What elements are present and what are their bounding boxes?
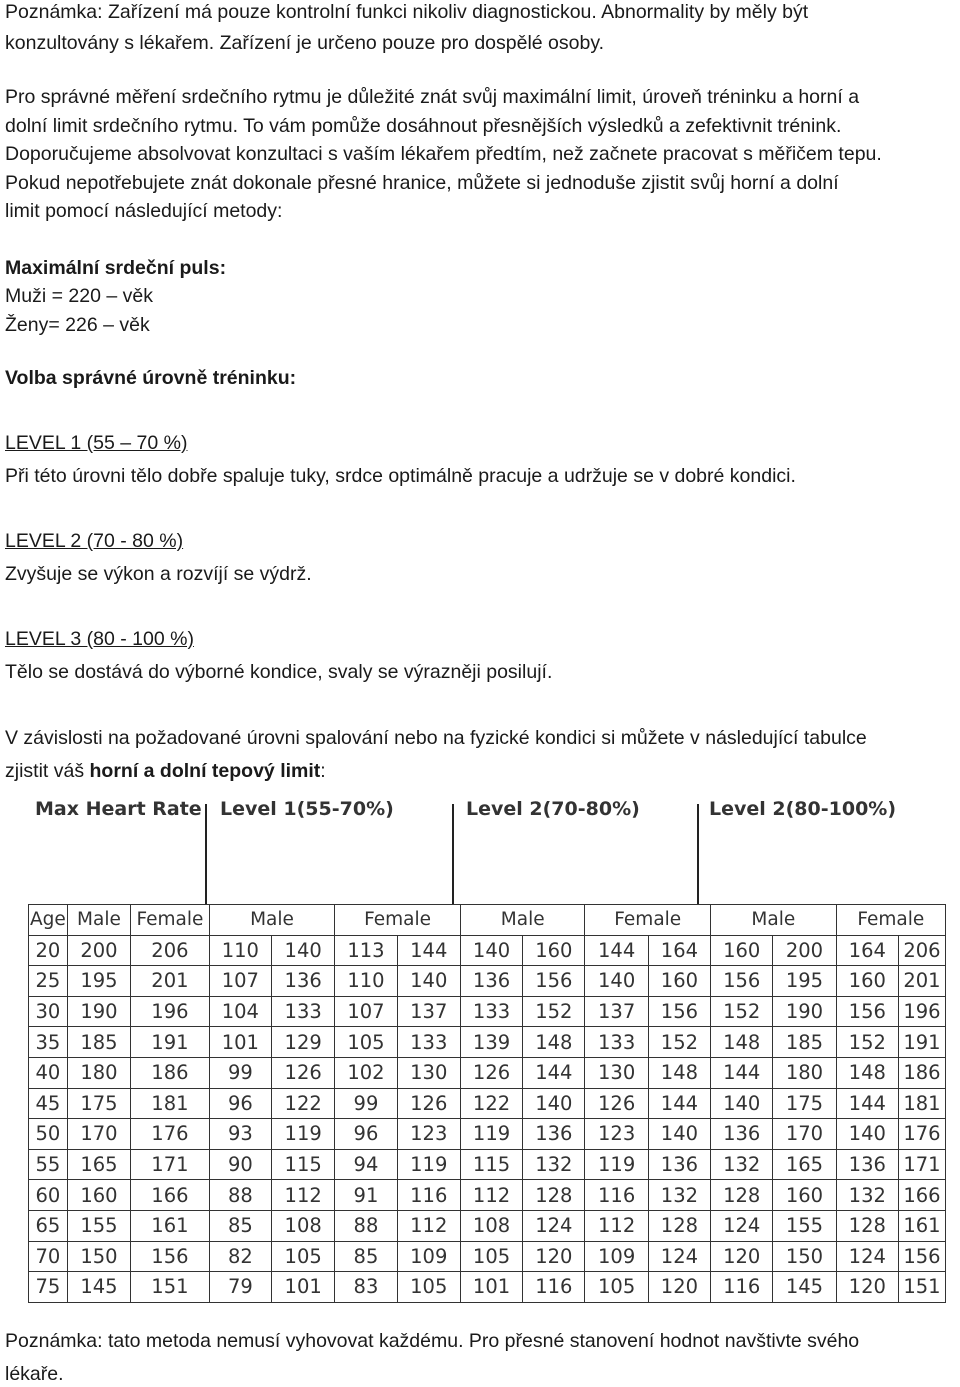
heart-rate-cell: 176 [131, 1119, 210, 1150]
heart-rate-cell: 132 [711, 1149, 773, 1180]
table-header-row [29, 905, 946, 936]
intro-line-5: limit pomocí následující metody: [5, 200, 283, 222]
heart-rate-cell: 144 [523, 1057, 585, 1088]
heart-rate-cell: 133 [272, 996, 335, 1027]
heart-rate-cell: 128 [711, 1180, 773, 1211]
heart-rate-cell: 101 [460, 1272, 522, 1303]
max-women-formula: Ženy= 226 – věk [5, 314, 150, 336]
heart-rate-cell: 201 [898, 966, 945, 997]
heart-rate-cell: 166 [131, 1180, 210, 1211]
heart-rate-cell: 126 [460, 1057, 522, 1088]
heart-rate-cell: 144 [836, 1088, 898, 1119]
heart-rate-cell: 123 [397, 1119, 460, 1150]
table-intro-pre: zjistit váš [5, 760, 90, 782]
table-row [29, 1272, 946, 1303]
heart-rate-cell: 94 [335, 1149, 397, 1180]
heart-rate-cell: 105 [585, 1272, 648, 1303]
level-1-title: LEVEL 1 (55 – 70 %) [5, 432, 188, 454]
heart-rate-cell: 133 [397, 1027, 460, 1058]
heart-rate-cell: 140 [711, 1088, 773, 1119]
heart-rate-cell: 105 [460, 1241, 522, 1272]
heart-rate-cell: 206 [131, 935, 210, 966]
level-3-title: LEVEL 3 (80 - 100 %) [5, 628, 194, 650]
heart-rate-cell: 170 [67, 1119, 130, 1150]
heart-rate-cell: 119 [585, 1149, 648, 1180]
heart-rate-cell: 139 [460, 1027, 522, 1058]
table-row [29, 1057, 946, 1088]
heart-rate-cell: 120 [711, 1241, 773, 1272]
heart-rate-cell: 124 [711, 1210, 773, 1241]
heart-rate-cell: 112 [460, 1180, 522, 1211]
heart-rate-cell: 140 [836, 1119, 898, 1150]
note-top-line-1: Poznámka: Zařízení má pouze kontrolní funkci nikoliv diagnostickou. Abnormality by měly být [5, 1, 809, 23]
heart-rate-cell: 165 [67, 1149, 130, 1180]
col-level3-female: Female [836, 905, 945, 936]
heart-rate-cell: 83 [335, 1272, 397, 1303]
heart-rate-cell: 137 [397, 996, 460, 1027]
heart-rate-cell: 112 [272, 1180, 335, 1211]
heart-rate-cell: 191 [898, 1027, 945, 1058]
header-level-1: Level 1(55-70%) [220, 798, 394, 820]
heart-rate-cell: 152 [648, 1027, 710, 1058]
heart-rate-cell: 128 [648, 1210, 710, 1241]
header-max-heart-rate: Max Heart Rate [35, 798, 202, 820]
heart-rate-cell: 137 [585, 996, 648, 1027]
col-level3-male: Male [711, 905, 837, 936]
heart-rate-cell: 160 [648, 966, 710, 997]
age-cell: 40 [29, 1057, 68, 1088]
heart-rate-cell: 126 [272, 1057, 335, 1088]
header-divider [452, 804, 454, 904]
heart-rate-cell: 206 [898, 935, 945, 966]
heart-rate-cell: 181 [898, 1088, 945, 1119]
heart-rate-cell: 201 [131, 966, 210, 997]
heart-rate-cell: 140 [523, 1088, 585, 1119]
heart-rate-cell: 136 [648, 1149, 710, 1180]
header-level-2: Level 2(70-80%) [466, 798, 640, 820]
col-level1-female: Female [335, 905, 461, 936]
heart-rate-cell: 124 [648, 1241, 710, 1272]
heart-rate-cell: 190 [67, 996, 130, 1027]
heart-rate-cell: 160 [773, 1180, 836, 1211]
heart-rate-cell: 191 [131, 1027, 210, 1058]
age-cell: 50 [29, 1119, 68, 1150]
heart-rate-cell: 122 [272, 1088, 335, 1119]
heart-rate-cell: 112 [585, 1210, 648, 1241]
heart-rate-cell: 105 [397, 1272, 460, 1303]
heart-rate-cell: 165 [773, 1149, 836, 1180]
table-row [29, 1149, 946, 1180]
heart-rate-cell: 148 [523, 1027, 585, 1058]
heart-rate-cell: 144 [585, 935, 648, 966]
heart-rate-cell: 160 [711, 935, 773, 966]
heart-rate-cell: 107 [335, 996, 397, 1027]
heart-rate-cell: 101 [272, 1272, 335, 1303]
training-level-heading: Volba správné úrovně tréninku: [5, 367, 297, 389]
heart-rate-cell: 85 [335, 1241, 397, 1272]
table-row [29, 996, 946, 1027]
intro-line-4: Pokud nepotřebujete znát dokonale přesné hranice, můžete si jednoduše zjistit svůj horní a dolní [5, 172, 839, 194]
heart-rate-cell: 136 [272, 966, 335, 997]
heart-rate-cell: 110 [209, 935, 271, 966]
note-top-line-2: konzultovány s lékařem. Zařízení je určeno pouze pro dospělé osoby. [5, 32, 605, 54]
table-row [29, 1119, 946, 1150]
table-body [29, 935, 946, 1302]
heart-rate-cell: 88 [335, 1210, 397, 1241]
heart-rate-cell: 156 [898, 1241, 945, 1272]
heart-rate-cell: 148 [648, 1057, 710, 1088]
heart-rate-cell: 148 [711, 1027, 773, 1058]
note-bottom-line-1: Poznámka: tato metoda nemusí vyhovovat každému. Pro přesné stanovení hodnot navštivte svého [5, 1330, 860, 1352]
heart-rate-table [28, 904, 946, 1303]
heart-rate-cell: 101 [209, 1027, 271, 1058]
heart-rate-cell: 136 [711, 1119, 773, 1150]
heart-rate-cell: 99 [209, 1057, 271, 1088]
heart-rate-cell: 145 [773, 1272, 836, 1303]
level-1-description: Při této úrovni tělo dobře spaluje tuky, srdce optimálně pracuje a udržuje se v dobré kondici. [5, 465, 796, 487]
heart-rate-cell: 79 [209, 1272, 271, 1303]
col-level2-female: Female [585, 905, 711, 936]
heart-rate-cell: 108 [272, 1210, 335, 1241]
level-2-description: Zvyšuje se výkon a rozvíjí se výdrž. [5, 563, 312, 585]
heart-rate-cell: 144 [397, 935, 460, 966]
heart-rate-cell: 156 [836, 996, 898, 1027]
heart-rate-cell: 109 [397, 1241, 460, 1272]
heart-rate-cell: 132 [523, 1149, 585, 1180]
heart-rate-cell: 200 [773, 935, 836, 966]
heart-rate-cell: 93 [209, 1119, 271, 1150]
heart-rate-cell: 109 [585, 1241, 648, 1272]
heart-rate-cell: 132 [836, 1180, 898, 1211]
heart-rate-cell: 116 [585, 1180, 648, 1211]
heart-rate-cell: 96 [335, 1119, 397, 1150]
heart-rate-cell: 133 [460, 996, 522, 1027]
heart-rate-cell: 105 [335, 1027, 397, 1058]
heart-rate-cell: 156 [131, 1241, 210, 1272]
heart-rate-cell: 120 [648, 1272, 710, 1303]
heart-rate-cell: 113 [335, 935, 397, 966]
heart-rate-cell: 126 [585, 1088, 648, 1119]
max-men-formula: Muži = 220 – věk [5, 285, 153, 307]
heart-rate-cell: 160 [836, 966, 898, 997]
heart-rate-cell: 110 [335, 966, 397, 997]
heart-rate-cell: 155 [773, 1210, 836, 1241]
heart-rate-cell: 156 [711, 966, 773, 997]
heart-rate-cell: 195 [773, 966, 836, 997]
age-cell: 75 [29, 1272, 68, 1303]
heart-rate-cell: 120 [523, 1241, 585, 1272]
heart-rate-cell: 119 [272, 1119, 335, 1150]
heart-rate-cell: 105 [272, 1241, 335, 1272]
heart-rate-cell: 160 [523, 935, 585, 966]
table-intro-post: : [320, 760, 326, 782]
table-row [29, 1210, 946, 1241]
heart-rate-cell: 161 [898, 1210, 945, 1241]
heart-rate-cell: 91 [335, 1180, 397, 1211]
heart-rate-cell: 145 [67, 1272, 130, 1303]
heart-rate-cell: 175 [773, 1088, 836, 1119]
heart-rate-cell: 144 [648, 1088, 710, 1119]
heart-rate-cell: 196 [131, 996, 210, 1027]
heart-rate-cell: 108 [460, 1210, 522, 1241]
heart-rate-cell: 119 [460, 1119, 522, 1150]
heart-rate-cell: 82 [209, 1241, 271, 1272]
heart-rate-cell: 186 [131, 1057, 210, 1088]
intro-line-3: Doporučujeme absolvovat konzultaci s vaším lékařem předtím, než začnete pracovat s měřičem tepu. [5, 143, 882, 165]
note-bottom-line-2: lékaře. [5, 1363, 64, 1385]
col-max-female: Female [131, 905, 210, 936]
table-row [29, 1241, 946, 1272]
table-intro-line-2 [5, 758, 326, 784]
heart-rate-cell: 122 [460, 1088, 522, 1119]
heart-rate-cell: 170 [773, 1119, 836, 1150]
heart-rate-table-figure [28, 796, 946, 1310]
age-cell: 55 [29, 1149, 68, 1180]
heart-rate-cell: 175 [67, 1088, 130, 1119]
heart-rate-cell: 140 [460, 935, 522, 966]
max-heart-rate-heading: Maximální srdeční puls: [5, 257, 227, 279]
table-row [29, 1088, 946, 1119]
heart-rate-cell: 195 [67, 966, 130, 997]
heart-rate-cell: 152 [836, 1027, 898, 1058]
age-cell: 70 [29, 1241, 68, 1272]
table-intro-emphasis: horní a dolní tepový limit [89, 760, 321, 782]
heart-rate-cell: 180 [773, 1057, 836, 1088]
table-intro-line-1: V závislosti na požadované úrovni spalování nebo na fyzické kondici si můžete v následující tabulce [5, 727, 867, 749]
table-row [29, 966, 946, 997]
heart-rate-cell: 150 [67, 1241, 130, 1272]
heart-rate-cell: 140 [397, 966, 460, 997]
heart-rate-cell: 171 [898, 1149, 945, 1180]
heart-rate-cell: 200 [67, 935, 130, 966]
age-cell: 35 [29, 1027, 68, 1058]
col-level1-male: Male [209, 905, 335, 936]
heart-rate-cell: 155 [67, 1210, 130, 1241]
heart-rate-cell: 136 [460, 966, 522, 997]
heart-rate-cell: 160 [67, 1180, 130, 1211]
heart-rate-cell: 112 [397, 1210, 460, 1241]
heart-rate-cell: 85 [209, 1210, 271, 1241]
header-divider [205, 804, 207, 904]
heart-rate-cell: 196 [898, 996, 945, 1027]
heart-rate-cell: 116 [523, 1272, 585, 1303]
table-row [29, 1027, 946, 1058]
heart-rate-cell: 152 [523, 996, 585, 1027]
heart-rate-cell: 171 [131, 1149, 210, 1180]
heart-rate-cell: 129 [272, 1027, 335, 1058]
heart-rate-cell: 102 [335, 1057, 397, 1088]
heart-rate-cell: 132 [648, 1180, 710, 1211]
heart-rate-cell: 190 [773, 996, 836, 1027]
heart-rate-cell: 107 [209, 966, 271, 997]
heart-rate-cell: 88 [209, 1180, 271, 1211]
col-max-male: Male [67, 905, 130, 936]
heart-rate-cell: 161 [131, 1210, 210, 1241]
heart-rate-cell: 166 [898, 1180, 945, 1211]
heart-rate-cell: 186 [898, 1057, 945, 1088]
col-level2-male: Male [460, 905, 585, 936]
age-cell: 65 [29, 1210, 68, 1241]
heart-rate-cell: 126 [397, 1088, 460, 1119]
col-age: Age [29, 905, 68, 936]
heart-rate-cell: 124 [836, 1241, 898, 1272]
level-2-title: LEVEL 2 (70 - 80 %) [5, 530, 184, 552]
heart-rate-cell: 128 [836, 1210, 898, 1241]
heart-rate-cell: 116 [711, 1272, 773, 1303]
age-cell: 60 [29, 1180, 68, 1211]
age-cell: 45 [29, 1088, 68, 1119]
heart-rate-cell: 148 [836, 1057, 898, 1088]
heart-rate-cell: 130 [585, 1057, 648, 1088]
heart-rate-cell: 140 [272, 935, 335, 966]
heart-rate-cell: 99 [335, 1088, 397, 1119]
age-cell: 30 [29, 996, 68, 1027]
table-row [29, 935, 946, 966]
heart-rate-cell: 130 [397, 1057, 460, 1088]
heart-rate-cell: 144 [711, 1057, 773, 1088]
heart-rate-cell: 128 [523, 1180, 585, 1211]
heart-rate-cell: 185 [67, 1027, 130, 1058]
level-3-description: Tělo se dostává do výborné kondice, svaly se výrazněji posilují. [5, 661, 553, 683]
heart-rate-cell: 90 [209, 1149, 271, 1180]
heart-rate-cell: 96 [209, 1088, 271, 1119]
heart-rate-cell: 123 [585, 1119, 648, 1150]
heart-rate-cell: 136 [523, 1119, 585, 1150]
heart-rate-cell: 140 [585, 966, 648, 997]
heart-rate-cell: 164 [648, 935, 710, 966]
heart-rate-cell: 136 [836, 1149, 898, 1180]
heart-rate-cell: 115 [272, 1149, 335, 1180]
heart-rate-cell: 115 [460, 1149, 522, 1180]
heart-rate-cell: 164 [836, 935, 898, 966]
heart-rate-cell: 181 [131, 1088, 210, 1119]
intro-line-2: dolní limit srdečního rytmu. To vám pomůže dosáhnout přesnějších výsledků a zefektivnit trénink. [5, 115, 842, 137]
heart-rate-cell: 133 [585, 1027, 648, 1058]
heart-rate-cell: 124 [523, 1210, 585, 1241]
heart-rate-cell: 119 [397, 1149, 460, 1180]
heart-rate-cell: 156 [648, 996, 710, 1027]
header-divider [697, 804, 699, 904]
age-cell: 20 [29, 935, 68, 966]
heart-rate-cell: 120 [836, 1272, 898, 1303]
heart-rate-cell: 151 [131, 1272, 210, 1303]
intro-line-1: Pro správné měření srdečního rytmu je důležité znát svůj maximální limit, úroveň tréninku a horní a [5, 86, 860, 108]
heart-rate-cell: 116 [397, 1180, 460, 1211]
heart-rate-cell: 151 [898, 1272, 945, 1303]
heart-rate-cell: 156 [523, 966, 585, 997]
table-row [29, 1180, 946, 1211]
heart-rate-cell: 104 [209, 996, 271, 1027]
heart-rate-cell: 176 [898, 1119, 945, 1150]
heart-rate-cell: 152 [711, 996, 773, 1027]
heart-rate-cell: 140 [648, 1119, 710, 1150]
header-level-3: Level 2(80-100%) [709, 798, 897, 820]
heart-rate-cell: 150 [773, 1241, 836, 1272]
age-cell: 25 [29, 966, 68, 997]
heart-rate-cell: 185 [773, 1027, 836, 1058]
heart-rate-cell: 180 [67, 1057, 130, 1088]
